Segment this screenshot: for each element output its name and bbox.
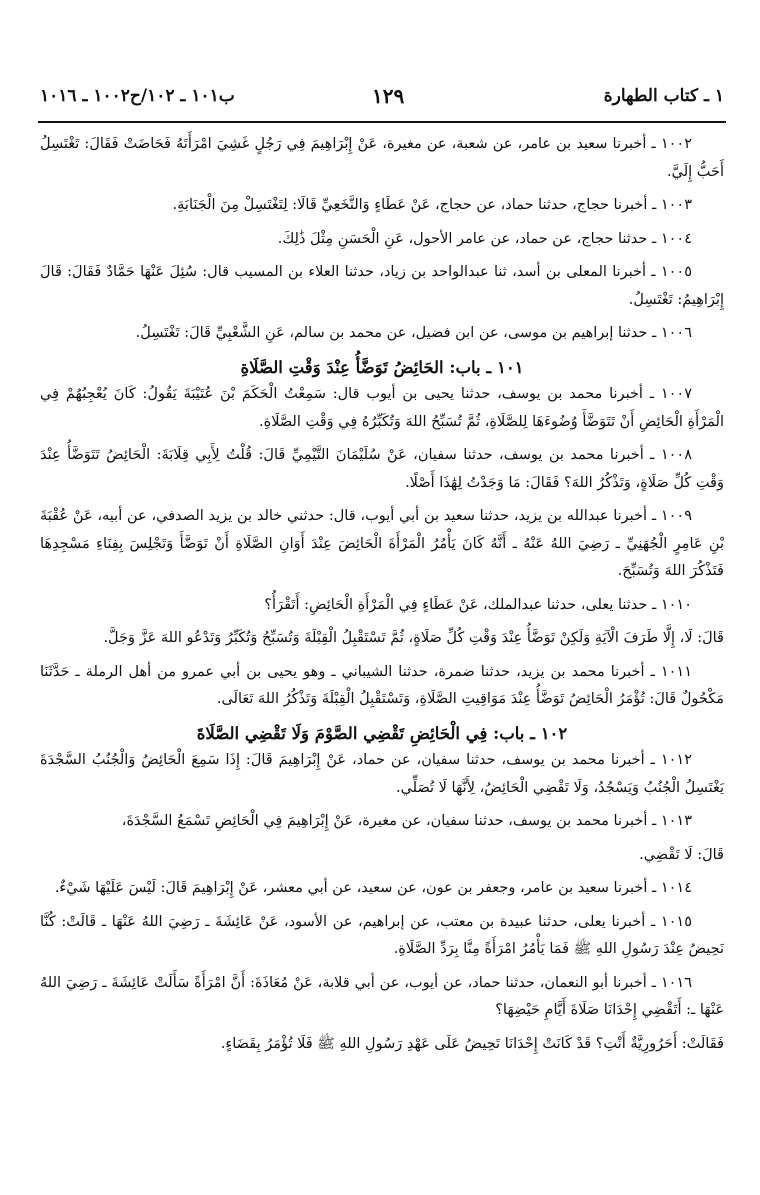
header-rule	[38, 121, 726, 123]
hadith-1016-continuation: فَقَالَتْ: أَحَرُورِيَّةٌ أَنْتِ؟ قَدْ كَانَتْ إِحْدَانَا تَحِيضُ عَلَى عَهْدِ رَسُولِ اللهِ ﷺ فَلَا تُؤْمَرُ بِقَضَاءٍ.	[220, 1035, 724, 1052]
hadith-1006: ١٠٠٦ ـ حدثنا إبراهيم بن موسى، عن ابن فضيل، عن محمد بن سالم، عَنِ الشَّعْبِيِّ قَالَ: تَغْتَسِلُ.	[135, 325, 692, 341]
hadith-1011: ١٠١١ ـ أخبرنا محمد بن يزيد، حدثنا ضمرة، حدثنا الشيباني ـ وهو يحيى بن أبي عمرو من أهل الرملة ـ حَدَّثَنَا مَكْحُولٌ قَالَ: تُؤْمَرُ الْحَائِضُ تَوَضَّأُ عِنْدَ مَوَاقِيتِ الصَّلَاةِ، وَتَسْتَقْبِلُ الْقِبْلَةَ وَتَذْكُرُ اللهَ تَعَالَى.	[40, 663, 724, 707]
chapter-heading-102: ١٠٢ ـ باب: فِي الْحَائِضِ تَقْضِي الصَّوْمَ وَلَا تَقْضِي الصَّلَاةَ	[196, 723, 568, 743]
hadith-1005: ١٠٠٥ ـ أخبرنا المعلى بن أسد، ثنا عبدالواحد بن زياد، حدثنا العلاء بن المسيب قال: سُئِلَ عَنْهَا حَمَّادٌ فَقَالَ: قَالَ إِبْرَاهِيمُ: تَغْتَسِلُ.	[40, 264, 724, 308]
hadith-1010-continuation: قَالَ: لَا، إِلَّا طَرَفَ الْآيَةِ وَلَكِنْ تَوَضَّأُ عِنْدَ وَقْتِ كُلِّ صَلَاةٍ، ثُمَّ تَسْتَقْبِلُ الْقِبْلَةَ وَتُسَبِّحُ وَتُكَبِّرُ وَتَدْعُو اللهَ عَزَّ وَجَلَّ.	[103, 630, 724, 646]
hadith-1010: ١٠١٠ ـ حدثنا يعلى، حدثنا عبدالملك، عَنْ عَطَاءٍ فِي الْمَرْأَةِ الْحَائِضِ: أَتَقْرَأُ؟	[264, 596, 692, 613]
hadith-1009: ١٠٠٩ ـ أخبرنا عبدالله بن يزيد، حدثنا سعيد بن أبي أيوب، قال: حدثني خالد بن يزيد الصدفي، عن أبيه، عَنْ عُقْبَةَ بْنِ عَامِرٍ الْجُهَنِيِّ ـ رَضِيَ اللهُ عَنْهُ ـ أَنَّهُ كَانَ يَأْمُرُ الْمَرْأَةَ الْحَائِضَ عِنْدَ أَوَانِ الصَّلَاةِ أَنْ تَوَضَّأَ وَتَجْلِسَ بِفِنَاءِ مَسْجِدِهَا فَتَذْكُرَ اللهَ وَتُسَبِّحَ.	[40, 508, 724, 579]
hadith-1002: ١٠٠٢ ـ أخبرنا سعيد بن عامر، عن شعبة، عن مغيرة، عَنْ إِبْرَاهِيمَ فِي رَجُلٍ غَشِيَ امْرَأَتَهُ فَحَاضَتْ فَقَالَ: تَغْتَسِلُ أَحَبُّ إِلَيَّ.	[40, 136, 724, 180]
hadith-1013: ١٠١٣ ـ أخبرنا محمد بن يوسف، حدثنا سفيان، عن مغيرة، عَنْ إِبْرَاهِيمَ فِي الْحَائِضِ تَسْمَعُ السَّجْدَةَ،	[121, 813, 692, 829]
hadith-1016: ١٠١٦ ـ أخبرنا أبو النعمان، حدثنا حماد، عن أيوب، عن أبي قلابة، عَنْ مُعَاذَةَ: أَنَّ امْرَأَةً سَأَلَتْ عَائِشَةَ ـ رَضِيَ اللهُ عَنْهَا ـ: أَتَقْضِي إِحْدَانَا صَلَاةَ أَيَّامِ حَيْضِهَا؟	[40, 974, 724, 1018]
page-number: ١٢٩	[372, 84, 405, 108]
hadith-1007: ١٠٠٧ ـ أخبرنا محمد بن يوسف، حدثنا يحيى بن أيوب قال: سَمِعْتُ الْحَكَمَ بْنَ عُتَيْبَةَ يَقُولُ: كَانَ يُعْجِبُهُمْ فِي الْمَرْأَةِ الْحَائِضِ أَنْ تَتَوَضَّأَ وُضُوءَهَا لِلصَّلَاةِ، ثُمَّ تُسَبِّحُ اللهَ وَتُكَبِّرُهُ فِي وَقْتِ الصَّلَاةِ.	[40, 386, 724, 430]
page-body	[40, 131, 724, 1064]
chapter-hadith-range: ب١٠١ ـ ١٠٢/ح١٠٠٢ ـ ١٠١٦	[40, 86, 235, 106]
hadith-1012: ١٠١٢ ـ أخبرنا محمد بن يوسف، حدثنا سفيان، عن حماد، عَنْ إِبْرَاهِيمَ قَالَ: إِذَا سَمِعَ الْحَائِضُ وَالْجُنُبُ السَّجْدَةَ يَغْتَسِلُ الْجُنُبُ وَيَسْجُدُ، وَلَا تَقْضِي الْحَائِضُ، لِأَنَّهَا لَا تُصَلِّي.	[40, 752, 724, 796]
hadith-1015: ١٠١٥ ـ أخبرنا يعلى، حدثنا عبيدة بن معتب، عن إبراهيم، عن الأسود، عَنْ عَائِشَةَ ـ رَضِيَ اللهُ عَنْهَا ـ قَالَتْ: كُنَّا نَحِيضُ عِنْدَ رَسُولِ اللهِ ﷺ فَمَا يَأْمُرُ امْرَأَةً مِنَّا بِرَدِّ الصَّلَاةِ.	[40, 913, 724, 957]
page-header	[40, 84, 724, 114]
hadith-1008: ١٠٠٨ ـ أخبرنا محمد بن يوسف، حدثنا سفيان، عَنْ سُلَيْمَانَ التَّيْمِيِّ قَالَ: قُلْتُ لِأَبِي قِلَابَةَ: الْحَائِضُ تَتَوَضَّأُ عِنْدَ وَقْتِ كُلِّ صَلَاةٍ، وَتَذْكُرُ اللهَ؟ فَقَالَ: مَا وَجَدْتُ لِهَٰذَا أَصْلًا.	[40, 447, 724, 491]
chapter-heading-101: ١٠١ ـ باب: الحَائِضُ تَوَضَّأُ عِنْدَ وَقْتِ الصَّلَاةِ	[240, 357, 524, 377]
hadith-1014: ١٠١٤ ـ أخبرنا سعيد بن عامر، وجعفر بن عون، عن سعيد، عن أبي معشر، عَنْ إِبْرَاهِيمَ قَالَ: لَيْسَ عَلَيْهَا شَيْءٌ.	[54, 880, 692, 896]
book-title: ١ ـ كتاب الطهارة	[603, 86, 724, 106]
hadith-1003: ١٠٠٣ ـ أخبرنا حجاج، حدثنا حماد، عن حجاج، عَنْ عَطَاءٍ وَالنَّخَعِيِّ قَالَا: لِتَغْتَسِلْ مِنَ الْجَنَابَةِ.	[172, 197, 692, 213]
hadith-1013-continuation: قَالَ: لَا تَقْضِي.	[639, 846, 724, 863]
hadith-1004: ١٠٠٤ ـ حدثنا حجاج، عن حماد، عن عامر الأحول، عَنِ الْحَسَنِ مِثْلَ ذَٰلِكَ.	[277, 230, 692, 247]
